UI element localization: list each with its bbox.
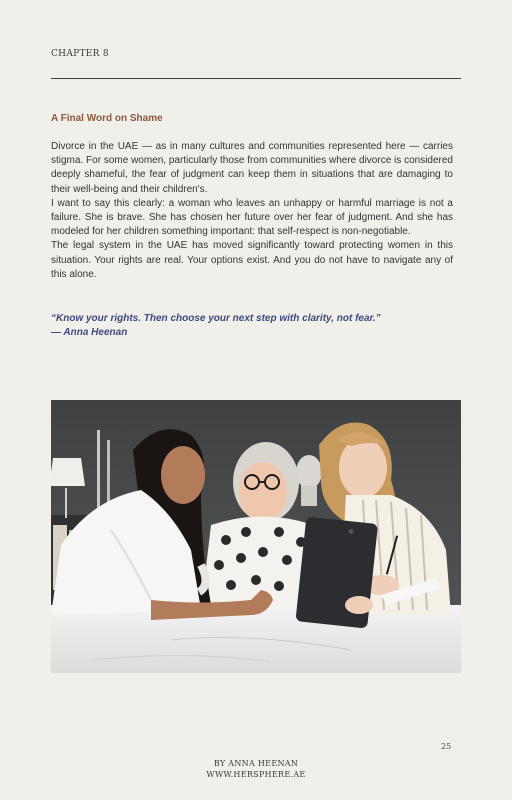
quote-attribution: — Anna Heenan <box>51 327 128 338</box>
section-heading: A Final Word on Shame <box>51 113 163 124</box>
paragraph: I want to say this clearly: a woman who leaves an unhappy or harmful marriage is not a failure. She is brave. She has chosen her future over her fear of judgment. And she has modeled for her children something important: that self-respect is non-negotiable. <box>51 197 453 238</box>
quote-text: “Know your rights. Then choose your next step with clarity, not fear.” <box>51 313 381 324</box>
photo-three-women-with-tablet <box>51 400 461 673</box>
footer-website: WWW.HERSPHERE.AE <box>206 770 306 779</box>
page-number: 25 <box>441 742 452 751</box>
header-divider <box>51 78 461 79</box>
footer-author: BY ANNA HEENAN <box>213 759 299 768</box>
paragraph: Divorce in the UAE — as in many cultures and communities represented here — carries stigma. For some women, particularly those from communities where divorce is considered deeply shameful, the fear of judgment can keep them in situations that are damaging to their well-being and their children's. <box>51 141 453 195</box>
footer <box>0 758 512 780</box>
chapter-label: CHAPTER 8 <box>51 49 109 59</box>
body-text <box>51 140 453 282</box>
paragraph: The legal system in the UAE has moved significantly toward protecting women in this situation. Your rights are real. Your options exist. And you do not have to navigate any of this alone. <box>51 240 453 280</box>
pull-quote <box>51 312 461 340</box>
